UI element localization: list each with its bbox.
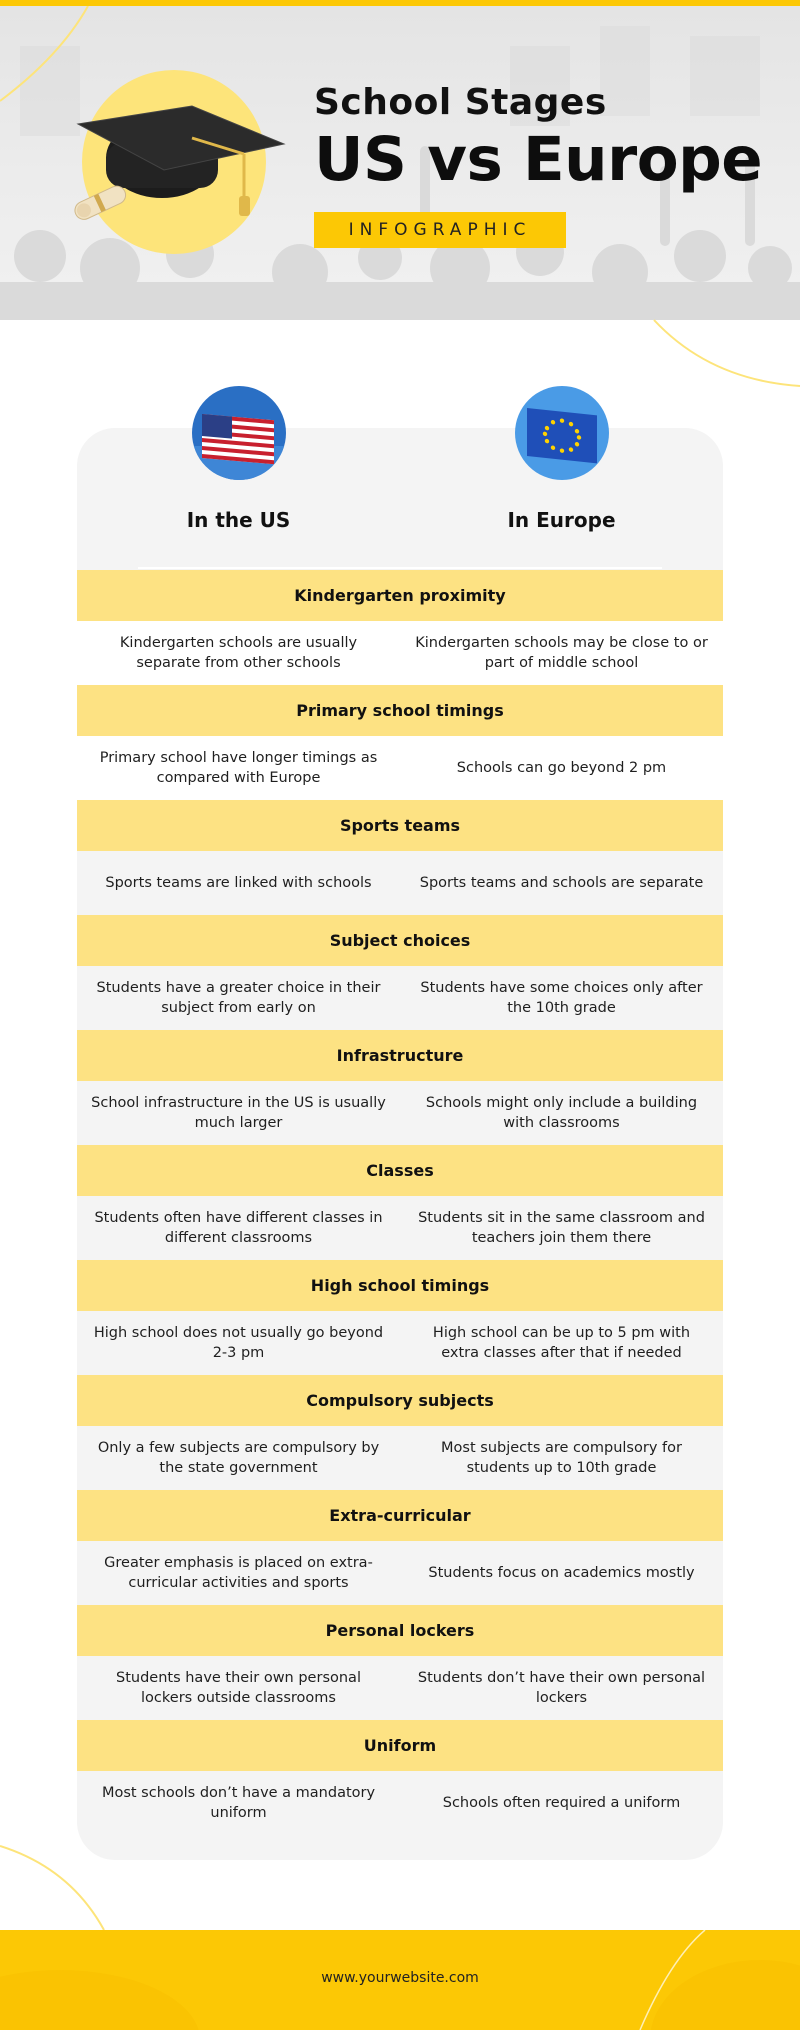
row-body [77,736,723,800]
cell-us: Most schools don’t have a mandatory uniform [101,1785,376,1821]
comparison-row [77,1375,723,1490]
title-small: School Stages [314,82,607,123]
decorative-arc-bottom-left [0,1840,120,1930]
comparison-row [77,1030,723,1145]
comparison-row [77,1490,723,1605]
row-title: Extra-curricular [77,1490,723,1541]
cell-us: Greater emphasis is placed on extra-curricular activities and sports [104,1555,373,1591]
cell-us: Kindergarten schools are usually separate from other schools [119,635,358,671]
comparison-row [77,800,723,915]
comparison-row [77,1605,723,1720]
column-heading-us: In the US [186,508,291,532]
row-title: High school timings [77,1260,723,1311]
row-body [77,1311,723,1375]
comparison-row [77,915,723,1030]
cell-europe: Schools often required a uniform [442,1795,681,1811]
title-big: US vs Europe [314,124,763,195]
row-body [77,1196,723,1260]
row-title: Infrastructure [77,1030,723,1081]
row-body [77,1426,723,1490]
comparison-row [77,1260,723,1375]
row-body [77,1541,723,1605]
cell-europe: Schools can go beyond 2 pm [456,760,667,776]
row-body [77,1656,723,1720]
cell-europe: High school can be up to 5 pm with extra classes after that if needed [432,1325,691,1361]
comparison-rows [77,570,723,1835]
cell-us: Primary school have longer timings as compared with Europe [99,750,378,786]
cell-us: Students have their own personal lockers outside classrooms [116,1670,361,1706]
cell-europe: Schools might only include a building with classrooms [425,1095,698,1131]
cell-us: High school does not usually go beyond 2-3 pm [93,1325,384,1361]
cell-europe: Students have some choices only after the 10th grade [420,980,703,1016]
cell-us: Students often have different classes in different classrooms [94,1210,383,1246]
row-body [77,851,723,915]
cell-us: Students have a greater choice in their subject from early on [96,980,381,1016]
row-title: Compulsory subjects [77,1375,723,1426]
heading-divider [138,567,662,569]
column-heading-europe: In Europe [507,508,616,532]
comparison-row [77,1720,723,1835]
cell-europe: Most subjects are compulsory for students up to 10th grade [441,1440,682,1476]
footer [0,1930,800,2030]
row-body [77,966,723,1030]
cell-europe: Sports teams and schools are separate [419,875,704,891]
row-body [77,621,723,685]
cell-europe: Kindergarten schools may be close to or part of middle school [415,635,708,671]
row-title: Uniform [77,1720,723,1771]
eu-flag-icon [515,386,609,480]
row-title: Subject choices [77,915,723,966]
row-title: Classes [77,1145,723,1196]
cell-europe: Students sit in the same classroom and teachers join them there [418,1210,705,1246]
cell-us: Only a few subjects are compulsory by the state government [97,1440,380,1476]
row-body [77,1081,723,1145]
cell-us: School infrastructure in the US is usually much larger [91,1095,386,1131]
row-title: Primary school timings [77,685,723,736]
hero-header [0,6,800,320]
graduation-cap-icon [58,72,298,252]
cell-us: Sports teams are linked with schools [105,875,372,891]
row-title: Kindergarten proximity [77,570,723,621]
infographic-badge: INFOGRAPHIC [314,212,566,248]
comparison-row [77,570,723,685]
row-title: Personal lockers [77,1605,723,1656]
row-body [77,1771,723,1835]
website-link[interactable]: www.yourwebsite.com [321,1970,479,1986]
cell-europe: Students don’t have their own personal lockers [417,1670,706,1706]
decorative-arc-top-right [640,300,800,390]
row-title: Sports teams [77,800,723,851]
cell-europe: Students focus on academics mostly [428,1565,695,1581]
comparison-row [77,1145,723,1260]
us-flag-icon [192,386,286,480]
comparison-row [77,685,723,800]
